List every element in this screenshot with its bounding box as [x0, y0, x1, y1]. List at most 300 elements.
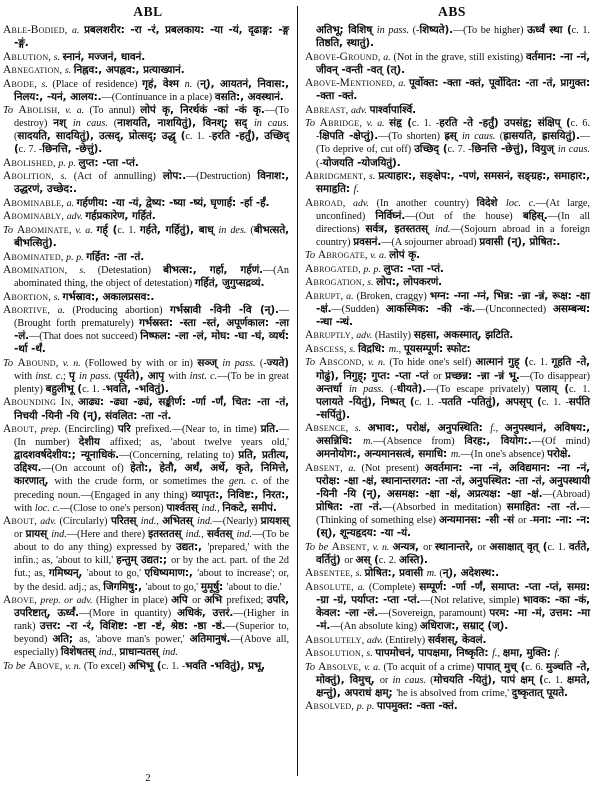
devanagari-text: गूहति -ते, गोढुं), निगुह्; गुप्त: -प्ता -प्तं — [316, 356, 591, 382]
english-gloss: in caus. ( — [72, 118, 118, 130]
devanagari-text: प्रवसनं. — [353, 235, 382, 248]
devanagari-text: स्नानं, मज्जनं, धावनं. — [62, 50, 146, 63]
devanagari-text: पलाय् ( — [535, 382, 570, 395]
entry-headword-prefix: To — [305, 118, 320, 130]
devanagari-text: नाशयति, नाशयितुं), विनश्; सद् — [117, 117, 254, 130]
dictionary-entry — [305, 661, 590, 700]
entry-part-of-speech: v. a. — [370, 250, 390, 262]
entry-part-of-speech: prep. or adv. — [40, 595, 96, 607]
grammar-abbrev: in caus. — [557, 144, 590, 156]
english-gloss: n. ( — [184, 78, 201, 90]
entry-part-of-speech: s. — [354, 423, 368, 435]
english-gloss: c. 1. - — [541, 396, 569, 408]
entry-headword — [305, 423, 346, 434]
headword-initial: A — [317, 249, 327, 262]
grammar-abbrev: ind. — [162, 647, 178, 659]
english-gloss — [354, 184, 359, 195]
devanagari-text: गृहं, वेश्म — [142, 77, 185, 90]
devanagari-text: पापमुक्त: -क्ता -क्तं. — [376, 700, 458, 713]
devanagari-text: गर्भस्रस्त: -स्ता -स्तं, अपूर्णकाल: -ला -लं. — [14, 317, 289, 343]
devanagari-text: छिनत्ति -छेत्तुं), वियुज् — [471, 143, 558, 156]
english-gloss: —(Thinking of something else) — [316, 502, 590, 527]
devanagari-text: प्रायस् — [25, 528, 52, 541]
entry-part-of-speech: s. — [64, 65, 74, 77]
devanagari-text: आत्मानं गुह् ( — [475, 356, 529, 369]
grammar-abbrev: in caus. — [72, 118, 108, 130]
english-gloss: 'prepared,' with the infin.; as, 'about to kill,' — [14, 542, 290, 567]
english-gloss: or — [433, 370, 446, 382]
devanagari-text: उच्छिद् ( — [414, 143, 448, 156]
dictionary-entry — [305, 263, 590, 276]
headword-initial: A — [3, 156, 12, 169]
entry-headword — [3, 358, 56, 369]
headword-body: bolition — [11, 170, 52, 183]
devanagari-text: गर्हप्रकारेण, गर्हितं. — [85, 210, 156, 223]
dictionary-entry — [3, 104, 289, 156]
headword-body: bominated — [11, 250, 61, 263]
english-gloss: ind., — [201, 502, 223, 514]
devanagari-text: पार्श्वतस् — [166, 501, 202, 514]
grammar-abbrev: in pass. — [222, 357, 256, 369]
entry-punctuation: , — [64, 25, 73, 36]
devanagari-text: ज्यते) — [266, 356, 289, 369]
english-gloss: c. 6. — [525, 661, 547, 673]
dictionary-entry — [3, 197, 289, 210]
english-gloss: ind., — [98, 647, 120, 659]
dictionary-entry — [305, 581, 590, 633]
entry-headword — [3, 105, 57, 116]
entry-punctuation: , — [340, 290, 347, 302]
devanagari-text: प्रोषित:, प्रवासी — [364, 567, 427, 580]
devanagari-text: जिगमिषु:, — [103, 580, 146, 593]
grammar-abbrev: ind. — [197, 516, 213, 528]
devanagari-text: पतति -पतितुं), अपसृप् ( — [441, 395, 542, 408]
english-gloss: —(Of mind) — [531, 436, 591, 448]
dictionary-entry — [305, 462, 590, 541]
devanagari-text: सर्वशस्, केवलं. — [427, 633, 487, 646]
english-gloss: —(On account of) — [41, 463, 131, 475]
entry-punctuation: , — [364, 250, 371, 262]
entry-part-of-speech: s. — [53, 51, 63, 63]
english-gloss: (Circularly) — [59, 516, 111, 528]
entry-headword: Above-Mentioned — [305, 77, 393, 90]
entry-headword — [3, 305, 47, 316]
english-gloss: —(Sovereign, paramount) — [378, 608, 490, 620]
headword-body: bsentee — [313, 567, 351, 580]
headword-initial: A — [305, 103, 314, 116]
headword-initial: A — [305, 276, 314, 289]
english-gloss: or by the act. part. of the 2d fut.; as, — [14, 555, 289, 580]
entry-headword — [305, 542, 367, 553]
devanagari-text: निर्विघ्नं. — [375, 209, 406, 222]
running-head-right: ABS — [437, 4, 467, 19]
entry-punctuation: , — [59, 65, 65, 77]
headword-initial: I — [60, 396, 65, 409]
dictionary-entry — [305, 77, 590, 103]
devanagari-text: अन्यमानस: -सी -सं — [438, 514, 519, 527]
devanagari-text: अभि — [204, 594, 227, 607]
entry-part-of-speech: s. — [366, 648, 376, 660]
dictionary-entry — [3, 357, 289, 396]
english-gloss: c. 1. — [543, 674, 567, 686]
grammar-abbrev: loc. c. — [34, 502, 60, 514]
english-gloss: (To annul) — [89, 105, 141, 117]
devanagari-text: परि — [117, 423, 136, 436]
devanagari-text: मना: -ना: -न: (स्), शून्यहृदय: -या -यं. — [316, 514, 590, 540]
english-gloss: —(A sojourner abroad) — [381, 236, 480, 248]
entry-part-of-speech: adv. — [366, 634, 386, 646]
headword-body: bominable — [11, 196, 62, 209]
entry-punctuation: , — [59, 660, 65, 672]
headword-initial: G — [339, 50, 349, 63]
english-gloss: (Complete) — [368, 581, 420, 593]
dictionary-entry — [3, 660, 289, 673]
headword-body: bound — [26, 356, 56, 369]
english-gloss: —(Not relative, simple) — [420, 595, 523, 607]
entry-headword-prefix: To — [3, 357, 18, 369]
english-gloss: (Not present) — [361, 462, 425, 474]
entry-punctuation: , — [57, 105, 66, 117]
headword-initial: A — [305, 567, 314, 580]
english-gloss: (Encircling) — [64, 424, 118, 436]
headword-body: odied — [38, 24, 65, 36]
entry-part-of-speech: s. — [367, 277, 377, 289]
english-gloss: ind.—(Nearly) — [197, 516, 261, 528]
english-gloss: —(In number) — [14, 424, 289, 449]
english-gloss: (To acquit of a crime) — [383, 661, 478, 673]
devanagari-text: भवति -भवितुं), प्रभू, — [185, 659, 265, 672]
english-gloss: or - — [518, 515, 533, 527]
english-gloss: m.—(In one's absence) — [450, 449, 548, 461]
grammar-abbrev: m. — [426, 568, 437, 580]
devanagari-text: आढ्य: -ढ्या -ढ्यं, सङ्कीर्ण: -र्णा -र्णं, चित: -ता -तं, निचयी -यिनी -यि (न्), संवलित: -ता -तं. — [14, 396, 290, 422]
headword-initial: A — [17, 356, 27, 369]
devanagari-text: लुप्त: -प्ता -प्तं. — [383, 262, 444, 275]
headword-body: brogated — [313, 262, 359, 275]
entry-punctuation: , — [351, 581, 358, 593]
entry-headword — [305, 648, 361, 659]
body-columns — [0, 24, 600, 790]
headword-body: bsolute — [313, 580, 352, 593]
entry-headword-prefix: To be — [3, 660, 29, 672]
entry-headword: Above-Ground — [305, 50, 378, 63]
entry-headword — [305, 344, 344, 355]
headword-body: bomination — [11, 263, 65, 276]
entry-headword — [3, 265, 65, 276]
devanagari-text: बीभत्सते, बीभत्सितुं). — [14, 223, 290, 250]
devanagari-text: शिष्यते). — [419, 24, 453, 36]
entry-headword — [3, 158, 53, 169]
english-gloss: 'about to die.' — [226, 581, 282, 593]
entry-headword — [305, 118, 359, 129]
headword-body: brupt — [313, 289, 341, 302]
devanagari-text: हरति -हर्तुं), उच्छिद् ( — [14, 130, 289, 156]
devanagari-text: पलायते -यितुं), निष्पत् ( — [316, 395, 415, 408]
grammar-abbrev: ind. — [51, 529, 67, 541]
english-gloss: —(To shorten) — [378, 131, 445, 143]
english-gloss: or — [477, 541, 490, 553]
headword-initial: A — [305, 580, 314, 593]
entry-headword — [3, 171, 51, 182]
entry-part-of-speech: adv. — [66, 211, 86, 223]
entry-headword-prefix: To — [305, 661, 319, 673]
devanagari-text: अमनोयोग:, अन्यमानसत्वं, समाधि: — [316, 448, 451, 461]
dictionary-entry — [3, 210, 289, 223]
headword-body: bominably — [11, 210, 62, 223]
entry-headword — [305, 277, 362, 288]
dictionary-entry — [305, 343, 590, 356]
english-gloss: in des. ( — [218, 224, 254, 236]
headword-initial: A — [318, 660, 327, 673]
entry-part-of-speech: a. — [357, 581, 369, 593]
entry-punctuation: , — [34, 516, 41, 528]
entry-part-of-speech: s. — [60, 171, 74, 183]
devanagari-text: वर्तते, वर्तितुं) — [316, 540, 591, 566]
dictionary-entry — [305, 249, 590, 262]
devanagari-text: अपि — [171, 594, 193, 607]
headword-body: bsence — [313, 422, 346, 435]
headword-initial: A — [305, 647, 314, 660]
english-gloss: 'he is absolved from crime,' — [396, 687, 512, 699]
grammar-abbrev: f. — [353, 184, 360, 196]
devanagari-text: संहृ ( — [389, 117, 412, 130]
entry-part-of-speech: a. — [346, 290, 357, 302]
headword-initial: A — [305, 342, 314, 355]
headword-initial: A — [305, 329, 314, 342]
devanagari-text: स्थानान्तरे, — [434, 540, 478, 553]
english-gloss: c. 1. — [117, 224, 140, 236]
dictionary-entry — [3, 24, 289, 50]
entry-headword — [305, 701, 351, 712]
grammar-abbrev: m. — [363, 436, 373, 448]
devanagari-text: पापात् मुच् ( — [477, 660, 526, 673]
devanagari-text: मुमूर्षु: — [200, 580, 227, 593]
headword-initial: M — [339, 77, 351, 90]
english-gloss: prefixed.—(Near to, in time) — [135, 424, 261, 436]
english-gloss: in pass. ( — [79, 370, 118, 382]
headword-body: bnegation — [11, 64, 60, 77]
devanagari-text: असाक्षात् वृत् ( — [489, 540, 548, 553]
entry-headword — [3, 424, 34, 435]
english-gloss: with inst. c.—(To be in great plenty) — [14, 370, 290, 395]
english-gloss: —(Unconnected) — [475, 303, 553, 315]
entry-punctuation: , — [350, 330, 357, 342]
running-heads — [0, 0, 600, 24]
headword-body: bridgment — [313, 169, 364, 182]
devanagari-text: दुष्कृतात् पूयते. — [511, 686, 568, 699]
entry-headword — [3, 292, 48, 303]
devanagari-text: देशीय — [78, 436, 110, 449]
devanagari-text: व्यापृत:, निविष्ट:, निरत:, — [191, 488, 289, 501]
english-gloss: c. 2. — [378, 555, 399, 566]
devanagari-text: मोचयति -यितुं), पापं क्षम् ( — [433, 673, 544, 686]
grammar-abbrev: m. — [450, 449, 461, 461]
devanagari-text: सञ्ज् — [197, 356, 223, 369]
headword-body: brogation — [313, 276, 362, 289]
devanagari-text: सादयति, सादयितुं), उत्सद्, प्रोत्सद्; उद्धृ ( — [17, 130, 186, 143]
devanagari-text: प्रबलशरीर: -रा -रं, प्रबलकाय: -या -यं, दृढाङ्ग: -ङ्ग -ङ्गं. — [14, 24, 290, 50]
headword-body: ble — [11, 24, 28, 36]
entry-punctuation: , — [343, 343, 350, 355]
devanagari-text: मुञ्चति -ते, मोक्तुं), विमुच्, — [316, 660, 591, 686]
entry-headword-prefix: To be — [305, 541, 332, 553]
headword-initial: A — [3, 304, 12, 317]
grammar-abbrev: ind. — [201, 502, 218, 514]
entry-part-of-speech: adv. — [40, 516, 60, 528]
devanagari-text: परितस् — [110, 515, 141, 528]
headword-initial: A — [3, 594, 12, 607]
headword-body: bode — [11, 77, 35, 90]
devanagari-text: भग्न: -ग्ना -ग्नं, भिन्न: -न्ना -न्नं, रूक्ष: -क्षा -क्षं. — [316, 289, 590, 315]
english-gloss: in pass. (- — [376, 25, 420, 36]
devanagari-text: पार्श्वापार्श्वि. — [369, 103, 417, 116]
entry-headword — [3, 79, 34, 90]
headword-body: bsolved — [313, 700, 352, 713]
english-gloss — [554, 648, 559, 659]
page-folio-number: 2 — [145, 772, 151, 784]
entry-headword — [305, 582, 351, 593]
entry-punctuation: , — [351, 701, 357, 713]
headword-body: bove — [36, 659, 60, 672]
dictionary-entry — [305, 197, 590, 249]
dictionary-entry — [305, 290, 590, 329]
dictionary-entry — [305, 329, 590, 342]
devanagari-text: प्रोषित: -ता -तं. — [316, 501, 383, 514]
devanagari-text: अधिकं, उत्तरं. — [177, 607, 234, 620]
grammar-abbrev: in pass. — [79, 370, 111, 382]
dictionary-entry — [305, 647, 590, 660]
headword-body: bsent — [313, 461, 341, 474]
devanagari-text: प्रवासी (न्), प्रोषित:. — [479, 235, 561, 248]
devanagari-text: पूर्वोक्त: -क्ता -क्तं, पूर्वोदित: -ता -तं, प्रागुक्त: -क्ता -क्तं. — [316, 77, 590, 103]
headword-body: bsolve — [326, 660, 359, 673]
devanagari-text: अनुपस्थानं, अविषय:, असन्निधि: — [316, 422, 591, 448]
entry-headword — [3, 595, 34, 606]
headword-body: bolished — [11, 156, 54, 169]
english-gloss: (Hastily) — [374, 330, 414, 342]
devanagari-text: असम्बन्ध: -न्धा -न्धं. — [316, 302, 590, 328]
devanagari-text: परोक्षे. — [547, 448, 572, 461]
entry-punctuation: , — [64, 264, 80, 276]
english-gloss: with inst. c.; — [14, 370, 70, 382]
english-gloss: or in caus. ( — [379, 674, 434, 686]
headword-body: bsent — [340, 540, 367, 553]
headword-initial: B — [30, 24, 39, 36]
entry-headword — [305, 568, 350, 579]
headword-initial: A — [305, 633, 314, 646]
headword-body: bolish — [26, 104, 58, 117]
devanagari-text: छिनत्ति, -छेत्तुं). — [42, 143, 103, 156]
entry-punctuation: , — [361, 648, 367, 660]
english-gloss: —(Sudden) — [331, 303, 386, 315]
entry-headword — [3, 516, 34, 527]
english-gloss: c. 1. - — [185, 131, 212, 143]
grammar-abbrev: in caus. — [253, 118, 289, 130]
entry-part-of-speech: adv. — [350, 104, 370, 116]
grammar-abbrev: inst. c. — [35, 370, 63, 382]
entry-part-of-speech: s. — [368, 170, 379, 182]
headword-initial: A — [3, 515, 12, 528]
devanagari-text: समाहित: -ता -तं. — [506, 501, 580, 514]
devanagari-text: हरति -ते -हर्तुं) उपसंहृ; संक्षिप् ( — [439, 117, 571, 130]
dictionary-entry — [3, 594, 289, 659]
devanagari-text: गर्हित: -ता -तं. — [86, 250, 145, 263]
english-gloss: —(Higher in rank) — [14, 608, 290, 633]
entry-part-of-speech: a. — [72, 25, 85, 36]
headword-body: bout — [11, 515, 35, 528]
dictionary-entry — [305, 422, 590, 461]
entry-punctuation: , — [361, 357, 368, 369]
entry-punctuation: , — [350, 568, 356, 580]
devanagari-text: प्रत्याहार:, सङ्क्षेप:, -पणं, समसनं, सङ्ग्रह:, समाहार:, समाहृति: — [316, 169, 591, 196]
entry-punctuation: , — [363, 170, 369, 182]
entry-headword — [3, 661, 60, 672]
dictionary-entry — [3, 51, 289, 64]
english-gloss: c. 6. - — [316, 118, 590, 143]
english-gloss: (Producing abortion) — [72, 305, 170, 317]
devanagari-text: प्रायशस् — [260, 515, 289, 528]
dictionary-entry — [3, 251, 289, 264]
english-gloss: in caus. (- — [316, 144, 590, 169]
devanagari-text: लोपं कृ. — [389, 249, 421, 262]
headword-body: blution — [11, 50, 49, 63]
english-gloss: in caus. ( — [14, 118, 289, 143]
headword-initial: A — [3, 423, 12, 436]
devanagari-text: गमिष्यन्, — [48, 567, 87, 580]
entry-punctuation: , — [358, 661, 365, 673]
devanagari-text: गर्हते, गर्हितुं), बाध् — [139, 223, 219, 236]
headword-initial: A — [305, 262, 314, 275]
headword-body: bounding — [11, 396, 57, 409]
headword-initial: A — [3, 170, 12, 183]
grammar-abbrev: ind. — [236, 529, 253, 541]
devanagari-text: गर्भस्राव:, अकालप्रसव:. — [62, 290, 155, 303]
devanagari-text: सहसा, अकस्मात्, झटिति. — [413, 329, 514, 342]
devanagari-text: विनाश:, उद्धरणं, उच्छेद:. — [14, 170, 290, 196]
headword-body: bove — [313, 50, 337, 63]
headword-initial: A — [305, 196, 314, 209]
entry-part-of-speech: p. p. — [58, 157, 79, 169]
devanagari-text: लोप:. — [162, 170, 187, 183]
entry-punctuation: , — [342, 197, 353, 209]
entry-part-of-speech: adv. — [356, 330, 375, 342]
entry-part-of-speech: v. a. — [366, 118, 390, 130]
english-gloss: f., — [490, 423, 505, 435]
grammar-abbrev: f. — [490, 423, 496, 435]
dictionary-entry — [3, 170, 289, 196]
entry-part-of-speech: v. n. — [62, 357, 86, 369]
english-gloss: c. 1. - — [411, 118, 440, 130]
devanagari-text: अन्यत्र, — [392, 540, 424, 553]
devanagari-text: योजयति -योजयितुं). — [322, 156, 401, 169]
entry-headword — [305, 357, 361, 368]
entry-headword-prefix: To — [3, 105, 19, 117]
grammar-abbrev: inst. c. — [189, 370, 218, 382]
english-gloss: c. 1. - — [414, 396, 442, 408]
headword-initial: A — [319, 117, 329, 130]
entry-headword — [305, 171, 363, 182]
english-gloss: (Broken, craggy) — [356, 290, 430, 302]
devanagari-text: बहिस्. — [522, 209, 548, 222]
headword-initial: A — [3, 250, 12, 263]
english-gloss: —(Out of the house) — [405, 210, 523, 222]
english-gloss: with the crude form, or sometimes the gen. c. of the preceding noun.—(Engaged in any thing) — [14, 476, 289, 501]
entry-part-of-speech: prep. — [40, 424, 65, 436]
headword-initial: A — [3, 290, 12, 303]
english-gloss: c. 7. - — [18, 144, 43, 156]
english-gloss: (Higher in place) — [95, 595, 172, 607]
headword-initial: A — [3, 64, 12, 77]
